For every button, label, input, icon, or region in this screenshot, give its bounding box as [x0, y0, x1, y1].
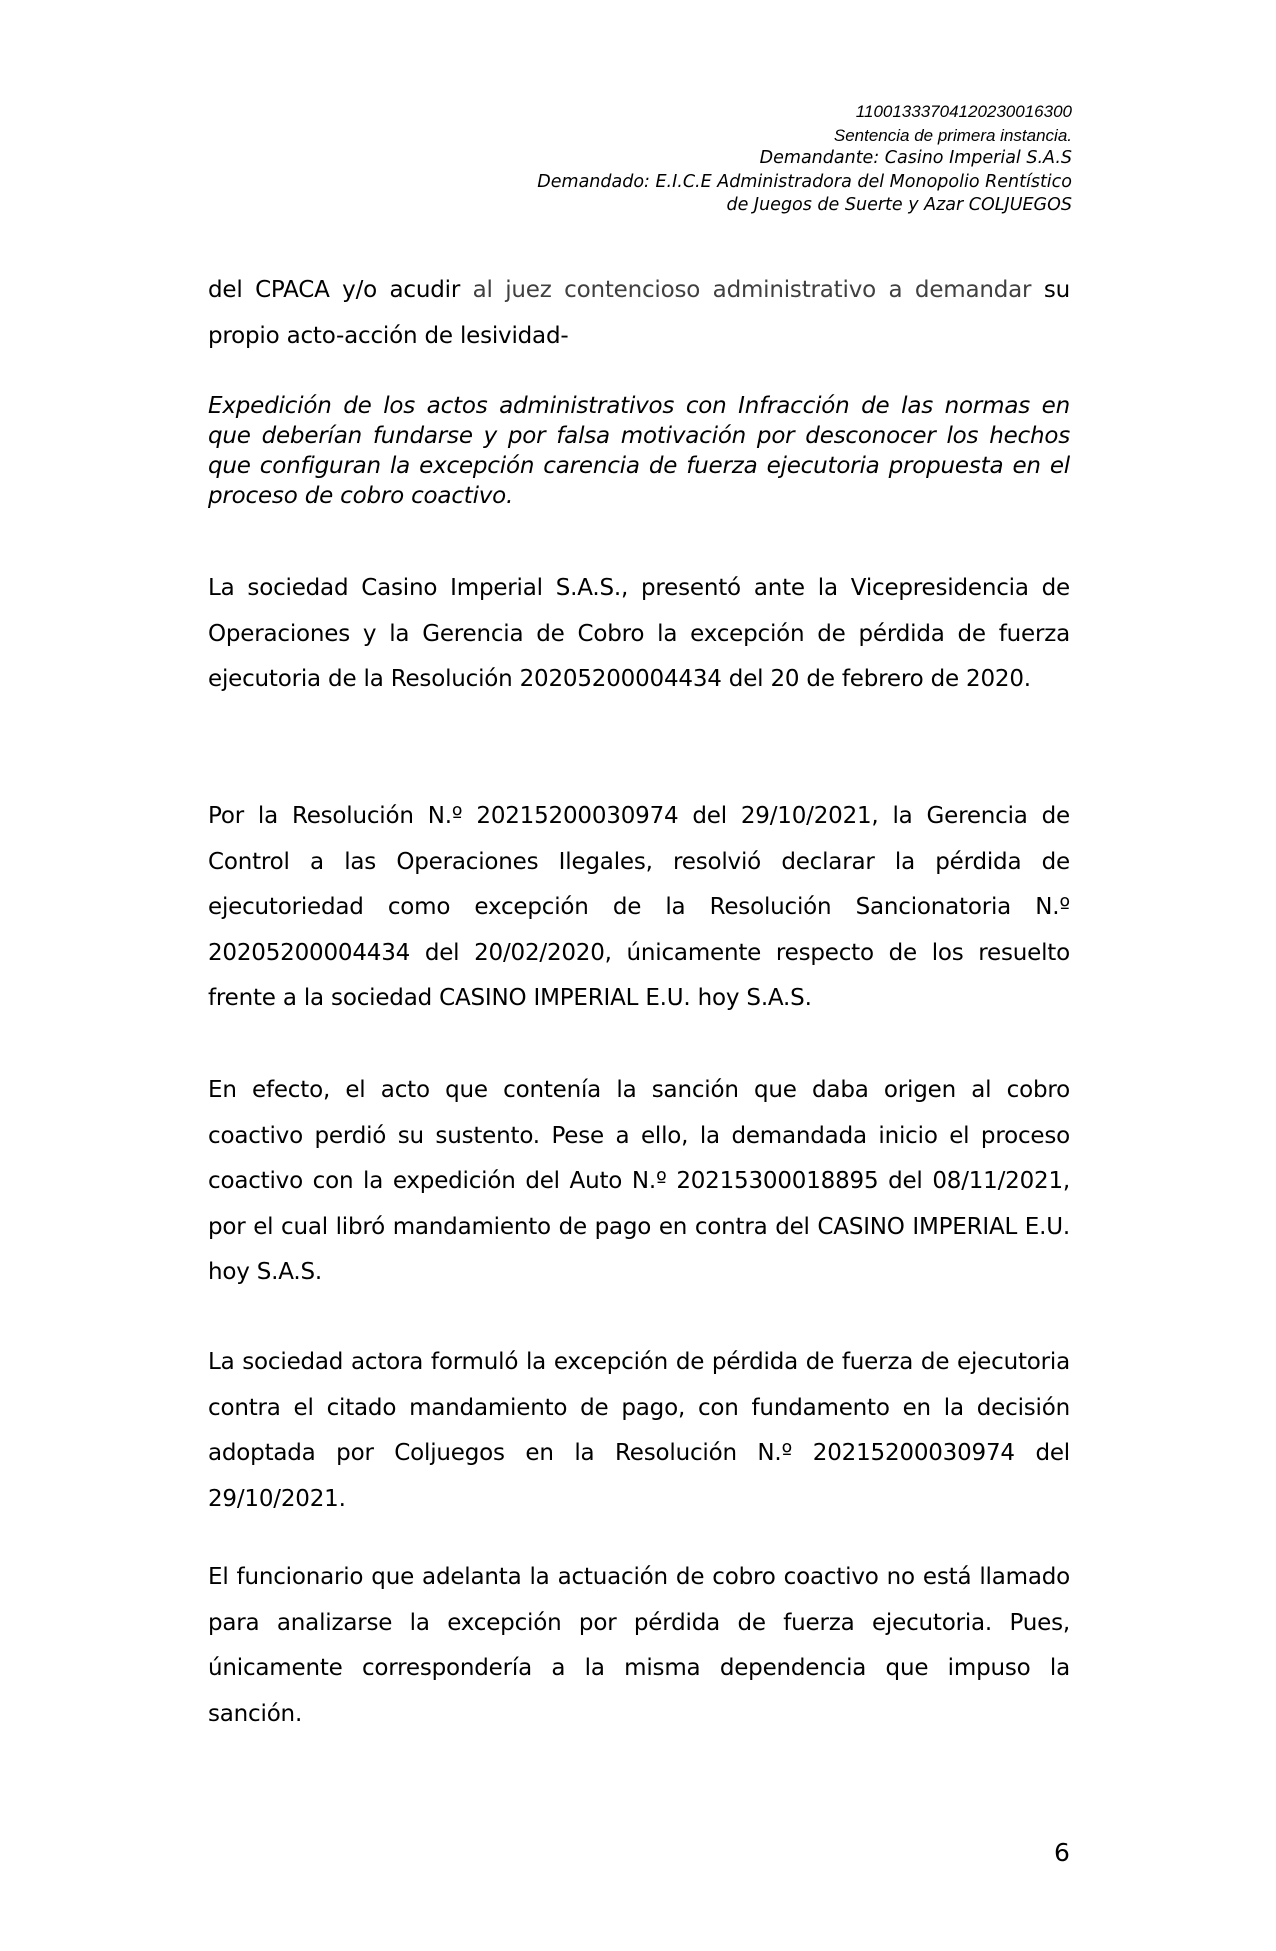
paragraph-text: La sociedad actora formuló la excepción de pérdida de fuerza de ejecutoria contra el citado mandamiento de pago, con fundamento en la decisión adoptada por Coljuegos en la Resolución N.º 20215200030974 del 29/10/2021. — [208, 1349, 1070, 1512]
text-segment: su propio acto-acción de lesividad- — [208, 277, 1070, 349]
italic-heading-text: Expedición de los actos administrativos con Infracción de las normas en que deberían fundarse y por falsa motivación por desconocer los hechos que configuran la excepción carencia de fuerza ejecutoria propuesta en el proceso de cobro coactivo. — [208, 393, 1070, 509]
paragraph-5 — [208, 1555, 1070, 1737]
continuation-text — [208, 268, 1070, 359]
paragraph-1 — [208, 566, 1070, 703]
document-header — [537, 100, 1072, 218]
paragraph-text: Por la Resolución N.º 20215200030974 del 29/10/2021, la Gerencia de Control a las Operaciones Ilegales, resolvió declarar la pérdida de ejecutoriedad como excepción de la Resolución Sancionatoria N.º 20205200004434 del 20/02/2020, únicamente respecto de los resuelto frente a la sociedad CASINO IMPERIAL E.U. hoy S.A.S. — [208, 803, 1070, 1011]
defendant-line-2: de Juegos de Suerte y Azar COLJUEGOS — [726, 195, 1072, 215]
paragraph-continuation — [208, 268, 1070, 359]
case-number: 11001333704120230016300 — [855, 102, 1072, 121]
paragraph-text: El funcionario que adelanta la actuación de cobro coactivo no está llamado para analizarse la excepción por pérdida de fuerza ejecutoria. Pues, únicamente correspondería a la misma dependencia que impuso la sanción. — [208, 1564, 1070, 1727]
paragraph-2 — [208, 794, 1070, 1022]
plaintiff: Demandante: Casino Imperial S.A.S — [759, 148, 1072, 168]
paragraph-text: En efecto, el acto que contenía la sanción que daba origen al cobro coactivo perdió su sustento. Pese a ello, la demandada inicio el proceso coactivo con la expedición del Auto N.º 20215300018895 del 08/11/2021, por el cual libró mandamiento de pago en contra del CASINO IMPERIAL E.U. hoy S.A.S. — [208, 1077, 1070, 1285]
paragraph-4 — [208, 1340, 1070, 1522]
italic-heading — [208, 391, 1070, 511]
paragraph-text: La sociedad Casino Imperial S.A.S., presentó ante la Vicepresidencia de Operaciones y la Gerencia de Cobro la excepción de pérdida de fuerza ejecutoria de la Resolución 20205200004434 del 20 de febrero de 2020. — [208, 575, 1070, 692]
page-number: 6 — [1054, 1838, 1070, 1867]
text-segment: del CPACA y/o acudir — [208, 277, 473, 303]
paragraph-3 — [208, 1068, 1070, 1296]
gray-text-segment: al juez contencioso administrativo a demandar — [472, 277, 1032, 303]
document-type: Sentencia de primera instancia. — [833, 125, 1072, 145]
defendant-line-1: Demandado: E.I.C.E Administradora del Monopolio Rentístico — [537, 171, 1072, 192]
